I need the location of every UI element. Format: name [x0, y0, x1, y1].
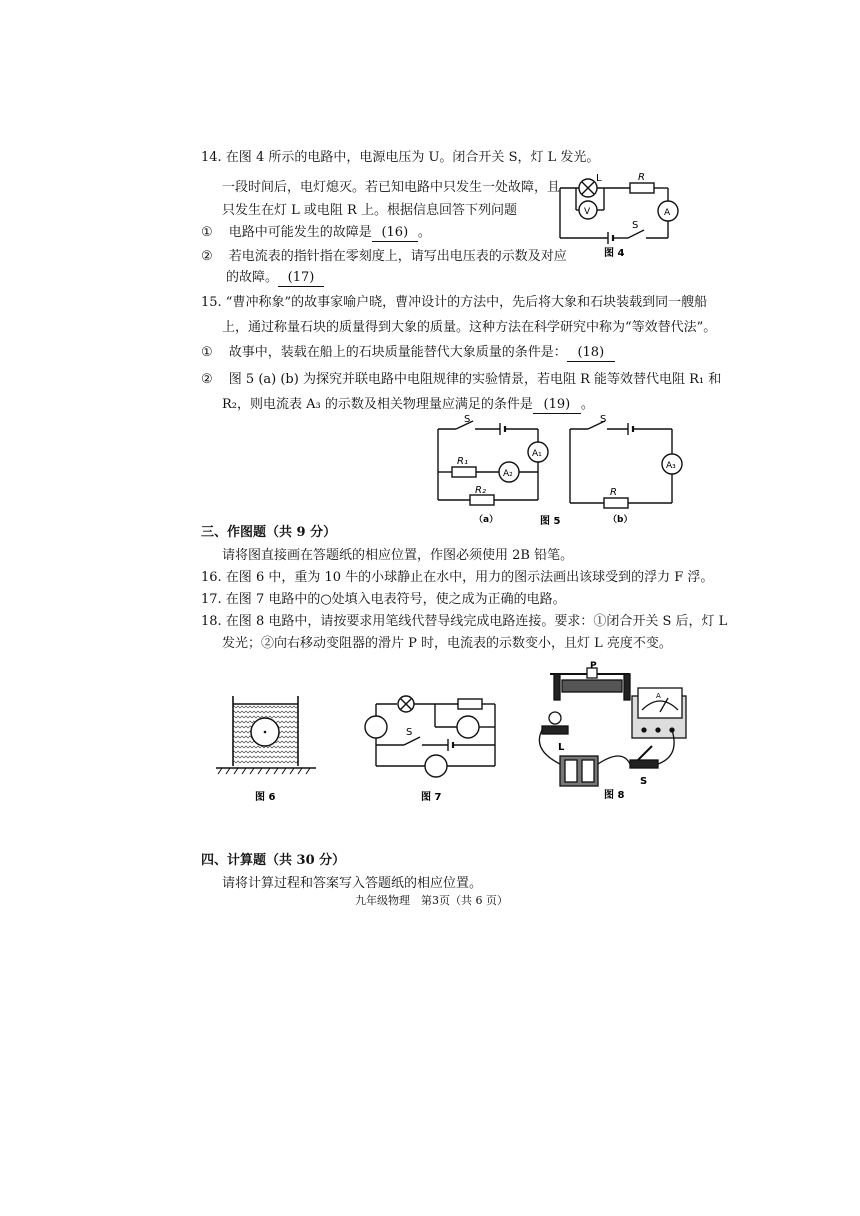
lamp-bulb [549, 712, 561, 724]
fig4-caption: 图 4 [604, 248, 625, 259]
q14-sub1-text: 电路中可能发生的故障是 [228, 225, 372, 240]
fig7-label-S: S [406, 727, 413, 738]
fig5-caption: 图 5 [540, 516, 561, 527]
q14-line2: 一段时间后，电灯熄灭。若已知电路中只发生一处故障，且 [222, 180, 561, 195]
section4-title: 四、计算题（共 30 分） [201, 853, 346, 868]
q15-line2: 上，通过称量石块的质量得到大象的质量。这种方法在科学研究中称为“等效替代法”。 [222, 320, 717, 335]
q15-sub2-end: 。 [580, 397, 594, 412]
fig8-label-L: L [558, 742, 565, 753]
fig8-caption: 图 8 [604, 790, 625, 801]
q15-sub1-text: 故事中，装载在船上的石块质量能替代大象质量的条件是： [228, 345, 567, 360]
switch-symbol [628, 230, 644, 238]
figure-7-circuit [360, 690, 505, 806]
fig6-caption: 图 6 [255, 792, 276, 803]
q15-sub2-text2: R₂，则电流表 A₃ 的示数及相关物理量应满足的条件是 [222, 397, 533, 412]
fig8-label-S: S [640, 776, 648, 787]
q15-sub2 [201, 372, 721, 388]
fig5-label-A1: A₁ [532, 449, 542, 459]
resistor-r2-symbol [470, 495, 494, 505]
fig4-label-S: S [632, 220, 639, 231]
resistor-r1-symbol [452, 467, 476, 477]
q14-sub2-cont [226, 270, 324, 287]
fig5-label-A3: A₃ [666, 461, 676, 471]
q15-sub2-text: 图 5 (a) (b) 为探究并联电路中电阻规律的实验情景，若电阻 R 能等效替代电阻 R₁ 和 [228, 372, 722, 387]
fig5-label-R: R [610, 487, 617, 498]
q15-sub1-mark: ① [201, 345, 213, 360]
q14-sub1: ① 电路中可能发生的故障是 (16) 。 [201, 225, 431, 240]
fig5-label-b: （b） [608, 515, 633, 525]
switch-base [630, 760, 658, 768]
q14-sub2-text2: 的故障。 [226, 270, 279, 285]
fig4-label-R: R [638, 172, 645, 183]
fig7-caption: 图 7 [421, 792, 442, 803]
meter-blank-left [365, 716, 387, 738]
q14-line1: 14. 在图 4 所示的电路中，电源电压为 U。闭合开关 S，灯 L 发光。 [201, 150, 600, 165]
q14-sub2-mark: ② [201, 249, 213, 264]
q14-sub2-text: 若电流表的指针指在零刻度上，请写出电压表的示数及对应 [228, 249, 567, 264]
section3-note: 请将图直接画在答题纸的相应位置，作图必须使用 2B 铅笔。 [222, 548, 574, 563]
answer-blank-19[interactable]: (19) [533, 397, 581, 414]
fig4-label-L: L [596, 173, 602, 184]
resistor-symbol [630, 183, 654, 193]
rheostat-coil [562, 680, 622, 692]
q15-sub1 [201, 345, 615, 362]
q18-line2: 发光；②向右移动变阻器的滑片 P 时，电流表的示数变小，且灯 L 亮度不变。 [222, 636, 672, 651]
answer-blank-16[interactable]: (16) [372, 225, 418, 242]
q14-sub1-mark: ① [201, 225, 213, 240]
figure-5-circuits [428, 412, 693, 530]
q15-sub2-mark: ② [201, 372, 213, 387]
section3-title: 三、作图题（共 9 分） [201, 525, 337, 540]
q14-line3: 只发生在灯 L 或电阻 R 上。根据信息回答下列问题 [222, 203, 517, 218]
figure-8-apparatus [532, 660, 692, 806]
page-footer: 九年级物理 第3页（共 6 页） [355, 894, 508, 907]
q18-line1: 18. 在图 8 电路中，请按要求用笔线代替导线完成电路连接。要求：①闭合开关 S 后，灯 L [201, 614, 728, 629]
fig5-label-a: （a） [474, 515, 499, 525]
q15-line1: 15. “曹冲称象”的故事家喻户晓，曹冲设计的方法中，先后将大象和石块装载到同一艘船 [201, 295, 708, 310]
answer-blank-18[interactable]: (18) [567, 345, 615, 362]
section4-note: 请将计算过程和答案写入答题纸的相应位置。 [222, 876, 483, 891]
fig4-label-V: V [584, 207, 591, 217]
resistor-symbol [458, 699, 482, 709]
fig5a-label-S: S [464, 414, 471, 425]
q16-text: 16. 在图 6 中，重为 10 牛的小球静止在水中，用力的图示法画出该球受到的浮力 F 浮。 [201, 570, 714, 585]
fig5-label-R2: R₂ [475, 485, 486, 496]
fig8-label-A: A [656, 692, 661, 700]
fig5-label-R1: R₁ [457, 456, 468, 467]
resistor-r-symbol [604, 498, 628, 508]
fig5b-label-S: S [600, 414, 607, 425]
fig8-label-P: P [590, 661, 597, 671]
figure-4-circuit [548, 168, 688, 264]
fig5-label-A2: A₂ [503, 469, 513, 479]
meter-blank-right [457, 716, 479, 738]
figure-6-beaker [212, 690, 324, 806]
answer-blank-17[interactable]: (17) [278, 270, 324, 287]
fig4-label-A: A [664, 208, 671, 218]
switch-symbol [404, 737, 420, 745]
lamp-holder [542, 726, 568, 734]
q17-text: 17. 在图 7 电路中的○处填入电表符号，使之成为正确的电路。 [201, 592, 566, 607]
q14-sub2 [201, 249, 567, 265]
meter-blank-bottom [425, 755, 447, 777]
